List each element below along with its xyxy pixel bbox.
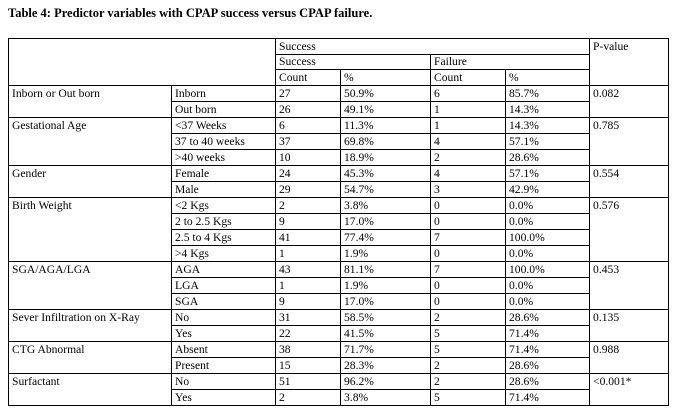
- success-count: 27: [276, 86, 341, 102]
- failure-count: 1: [431, 118, 506, 134]
- header-blank-cell: [9, 39, 276, 86]
- failure-count: 0: [431, 214, 506, 230]
- success-percent: 11.3%: [341, 118, 431, 134]
- table-row: [9, 86, 669, 102]
- success-percent: 18.9%: [341, 150, 431, 166]
- p-value: 0.453: [590, 262, 669, 310]
- variable-name: CTG Abnormal: [9, 342, 172, 374]
- p-value: 0.135: [590, 310, 669, 342]
- success-count: 29: [276, 182, 341, 198]
- variable-level: AGA: [172, 262, 276, 278]
- variable-level: 2.5 to 4 Kgs: [172, 230, 276, 246]
- p-value: 0.576: [590, 198, 669, 262]
- variable-level: >40 weeks: [172, 150, 276, 166]
- success-count: 15: [276, 358, 341, 374]
- failure-percent: 100.0%: [506, 262, 590, 278]
- success-count: 41: [276, 230, 341, 246]
- variable-level: Female: [172, 166, 276, 182]
- success-count: 38: [276, 342, 341, 358]
- p-value: <0.001*: [590, 374, 669, 406]
- failure-count: 0: [431, 278, 506, 294]
- failure-count: 7: [431, 262, 506, 278]
- variable-name: Gestational Age: [9, 118, 172, 166]
- failure-count: 7: [431, 230, 506, 246]
- variable-level: Yes: [172, 390, 276, 406]
- failure-percent: 28.6%: [506, 150, 590, 166]
- variable-level: <2 Kgs: [172, 198, 276, 214]
- header-pvalue: P-value: [590, 39, 669, 86]
- header-success: Success: [276, 55, 431, 70]
- header-group: Success: [276, 39, 590, 55]
- table-row: [9, 342, 669, 358]
- table-row: [9, 374, 669, 390]
- failure-count: 6: [431, 86, 506, 102]
- failure-count: 5: [431, 342, 506, 358]
- success-count: 31: [276, 310, 341, 326]
- success-count: 51: [276, 374, 341, 390]
- failure-percent: 14.3%: [506, 102, 590, 118]
- table-row: [9, 118, 669, 134]
- variable-level: 37 to 40 weeks: [172, 134, 276, 150]
- failure-percent: 71.4%: [506, 326, 590, 342]
- success-percent: 1.9%: [341, 278, 431, 294]
- failure-count: 0: [431, 246, 506, 262]
- success-percent: 54.7%: [341, 182, 431, 198]
- failure-count: 4: [431, 134, 506, 150]
- variable-name: SGA/AGA/LGA: [9, 262, 172, 310]
- success-count: 1: [276, 278, 341, 294]
- failure-count: 2: [431, 374, 506, 390]
- variable-name: Inborn or Out born: [9, 86, 172, 118]
- variable-level: 2 to 2.5 Kgs: [172, 214, 276, 230]
- failure-count: 0: [431, 294, 506, 310]
- variable-level: Yes: [172, 326, 276, 342]
- failure-count: 2: [431, 310, 506, 326]
- success-percent: 1.9%: [341, 246, 431, 262]
- header-failure-percent: %: [506, 70, 590, 86]
- failure-percent: 100.0%: [506, 230, 590, 246]
- failure-count: 0: [431, 198, 506, 214]
- failure-percent: 71.4%: [506, 390, 590, 406]
- header-failure-count: Count: [431, 70, 506, 86]
- success-count: 1: [276, 246, 341, 262]
- success-count: 6: [276, 118, 341, 134]
- success-percent: 71.7%: [341, 342, 431, 358]
- variable-name: Birth Weight: [9, 198, 172, 262]
- success-percent: 58.5%: [341, 310, 431, 326]
- p-value: 0.988: [590, 342, 669, 374]
- success-percent: 96.2%: [341, 374, 431, 390]
- variable-level: Male: [172, 182, 276, 198]
- table-header: [9, 39, 669, 86]
- success-percent: 17.0%: [341, 294, 431, 310]
- success-percent: 17.0%: [341, 214, 431, 230]
- header-failure: Failure: [431, 55, 590, 70]
- success-count: 26: [276, 102, 341, 118]
- variable-name: Surfactant: [9, 374, 172, 406]
- failure-count: 5: [431, 326, 506, 342]
- failure-percent: 0.0%: [506, 198, 590, 214]
- variable-level: No: [172, 310, 276, 326]
- failure-count: 1: [431, 102, 506, 118]
- failure-count: 5: [431, 390, 506, 406]
- variable-level: No: [172, 374, 276, 390]
- p-value: 0.785: [590, 118, 669, 166]
- success-percent: 45.3%: [341, 166, 431, 182]
- failure-count: 3: [431, 182, 506, 198]
- success-count: 9: [276, 214, 341, 230]
- failure-percent: 0.0%: [506, 278, 590, 294]
- success-percent: 41.5%: [341, 326, 431, 342]
- header-row-1: [9, 39, 669, 55]
- success-count: 9: [276, 294, 341, 310]
- failure-percent: 57.1%: [506, 134, 590, 150]
- failure-count: 4: [431, 166, 506, 182]
- success-count: 24: [276, 166, 341, 182]
- success-percent: 3.8%: [341, 198, 431, 214]
- table-row: [9, 262, 669, 278]
- failure-percent: 0.0%: [506, 294, 590, 310]
- failure-percent: 85.7%: [506, 86, 590, 102]
- table-row: [9, 198, 669, 214]
- success-count: 43: [276, 262, 341, 278]
- header-success-percent: %: [341, 70, 431, 86]
- success-count: 37: [276, 134, 341, 150]
- variable-level: LGA: [172, 278, 276, 294]
- success-count: 2: [276, 390, 341, 406]
- success-count: 2: [276, 198, 341, 214]
- table-body: [9, 86, 669, 406]
- variable-level: <37 Weeks: [172, 118, 276, 134]
- header-success-count: Count: [276, 70, 341, 86]
- variable-level: Out born: [172, 102, 276, 118]
- p-value: 0.554: [590, 166, 669, 198]
- variable-level: Absent: [172, 342, 276, 358]
- table-title: Table 4: Predictor variables with CPAP success versus CPAP failure.: [8, 6, 373, 20]
- variable-level: >4 Kgs: [172, 246, 276, 262]
- failure-percent: 14.3%: [506, 118, 590, 134]
- failure-percent: 42.9%: [506, 182, 590, 198]
- variable-level: Present: [172, 358, 276, 374]
- success-percent: 77.4%: [341, 230, 431, 246]
- variable-name: Sever Infiltration on X-Ray: [9, 310, 172, 342]
- variable-level: Inborn: [172, 86, 276, 102]
- failure-percent: 0.0%: [506, 246, 590, 262]
- success-count: 22: [276, 326, 341, 342]
- success-percent: 69.8%: [341, 134, 431, 150]
- success-count: 10: [276, 150, 341, 166]
- failure-percent: 71.4%: [506, 342, 590, 358]
- variable-level: SGA: [172, 294, 276, 310]
- failure-percent: 57.1%: [506, 166, 590, 182]
- failure-percent: 28.6%: [506, 374, 590, 390]
- success-percent: 49.1%: [341, 102, 431, 118]
- predictor-table: [8, 38, 669, 406]
- success-percent: 81.1%: [341, 262, 431, 278]
- table-row: [9, 310, 669, 326]
- failure-percent: 28.6%: [506, 310, 590, 326]
- table-row: [9, 166, 669, 182]
- failure-count: 2: [431, 150, 506, 166]
- failure-count: 2: [431, 358, 506, 374]
- failure-percent: 0.0%: [506, 214, 590, 230]
- success-percent: 50.9%: [341, 86, 431, 102]
- failure-percent: 28.6%: [506, 358, 590, 374]
- variable-name: Gender: [9, 166, 172, 198]
- success-percent: 28.3%: [341, 358, 431, 374]
- success-percent: 3.8%: [341, 390, 431, 406]
- p-value: 0.082: [590, 86, 669, 118]
